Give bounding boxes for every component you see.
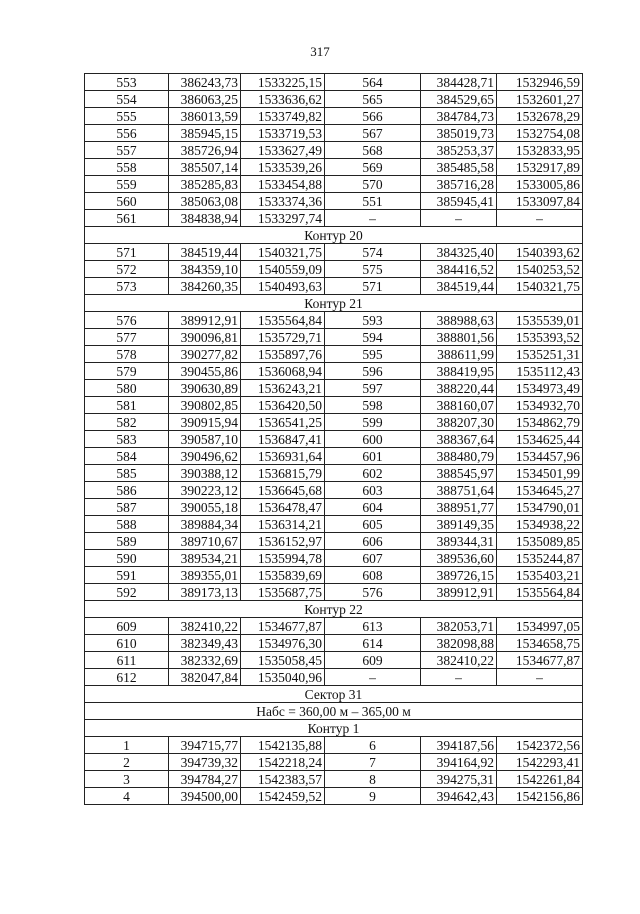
x-coordinate-left: 390096,81 [169,329,241,346]
point-number-left: 588 [85,516,169,533]
table-row [85,431,583,448]
x-coordinate-right: 384325,40 [421,244,497,261]
y-coordinate-left: 1533225,15 [241,74,325,91]
point-number-left: 587 [85,499,169,516]
x-coordinate-right: 384784,73 [421,108,497,125]
x-coordinate-left: 390055,18 [169,499,241,516]
y-coordinate-right: 1535112,43 [497,363,583,380]
section-title: Контур 20 [85,227,583,244]
y-coordinate-left: 1536847,41 [241,431,325,448]
y-coordinate-right: 1535393,52 [497,329,583,346]
section-title-row [85,686,583,703]
x-coordinate-left: 394784,27 [169,771,241,788]
point-number-left: 553 [85,74,169,91]
x-coordinate-right: 384428,71 [421,74,497,91]
point-number-left: 611 [85,652,169,669]
y-coordinate-left: 1536314,21 [241,516,325,533]
x-coordinate-left: 390630,89 [169,380,241,397]
table-row [85,74,583,91]
x-coordinate-left: 386063,25 [169,91,241,108]
x-coordinate-left: 389884,34 [169,516,241,533]
y-coordinate-left: 1533627,49 [241,142,325,159]
x-coordinate-right: 388751,64 [421,482,497,499]
point-number-right: 597 [325,380,421,397]
y-coordinate-left: 1533749,82 [241,108,325,125]
point-number-right: – [325,210,421,227]
y-coordinate-right: 1534645,27 [497,482,583,499]
x-coordinate-right: 388207,30 [421,414,497,431]
section-title: Контур 1 [85,720,583,737]
y-coordinate-right: 1535403,21 [497,567,583,584]
section-title-row [85,720,583,737]
point-number-left: 586 [85,482,169,499]
y-coordinate-left: 1536420,50 [241,397,325,414]
section-title: Контур 22 [85,601,583,618]
x-coordinate-left: 394715,77 [169,737,241,754]
y-coordinate-left: 1542218,24 [241,754,325,771]
point-number-left: 610 [85,635,169,652]
y-coordinate-left: 1540321,75 [241,244,325,261]
y-coordinate-left: 1542135,88 [241,737,325,754]
point-number-right: 614 [325,635,421,652]
point-number-left: 4 [85,788,169,805]
table-row [85,261,583,278]
y-coordinate-left: 1535687,75 [241,584,325,601]
x-coordinate-left: 390277,82 [169,346,241,363]
y-coordinate-left: 1542459,52 [241,788,325,805]
x-coordinate-right: 388801,56 [421,329,497,346]
point-number-right: 605 [325,516,421,533]
point-number-left: 555 [85,108,169,125]
y-coordinate-left: 1535058,45 [241,652,325,669]
table-row [85,754,583,771]
x-coordinate-left: 394500,00 [169,788,241,805]
x-coordinate-right: 382053,71 [421,618,497,635]
point-number-right: 570 [325,176,421,193]
x-coordinate-right: 388160,07 [421,397,497,414]
y-coordinate-right: – [497,210,583,227]
table-row [85,397,583,414]
x-coordinate-left: 389534,21 [169,550,241,567]
y-coordinate-right: – [497,669,583,686]
y-coordinate-right: 1534862,79 [497,414,583,431]
section-title-row [85,601,583,618]
x-coordinate-left: 385285,83 [169,176,241,193]
point-number-left: 609 [85,618,169,635]
y-coordinate-right: 1534932,70 [497,397,583,414]
y-coordinate-left: 1535040,96 [241,669,325,686]
section-title: Набс = 360,00 м – 365,00 м [85,703,583,720]
table-row [85,278,583,295]
y-coordinate-left: 1540559,09 [241,261,325,278]
point-number-left: 554 [85,91,169,108]
table-row [85,652,583,669]
y-coordinate-right: 1535251,31 [497,346,583,363]
point-number-right: 568 [325,142,421,159]
point-number-right: 608 [325,567,421,584]
x-coordinate-left: 384519,44 [169,244,241,261]
x-coordinate-right: 394164,92 [421,754,497,771]
y-coordinate-left: 1536152,97 [241,533,325,550]
point-number-right: 602 [325,465,421,482]
point-number-right: 596 [325,363,421,380]
section-title: Контур 21 [85,295,583,312]
y-coordinate-left: 1536815,79 [241,465,325,482]
y-coordinate-left: 1533539,26 [241,159,325,176]
point-number-right: 594 [325,329,421,346]
x-coordinate-right: 389536,60 [421,550,497,567]
point-number-right: 606 [325,533,421,550]
x-coordinate-right: 385485,58 [421,159,497,176]
y-coordinate-right: 1540393,62 [497,244,583,261]
y-coordinate-right: 1535564,84 [497,584,583,601]
point-number-right: 6 [325,737,421,754]
point-number-right: 593 [325,312,421,329]
point-number-right: 574 [325,244,421,261]
point-number-left: 590 [85,550,169,567]
y-coordinate-right: 1542261,84 [497,771,583,788]
point-number-right: – [325,669,421,686]
x-coordinate-left: 384838,94 [169,210,241,227]
point-number-right: 569 [325,159,421,176]
point-number-right: 564 [325,74,421,91]
point-number-right: 565 [325,91,421,108]
table-row [85,499,583,516]
y-coordinate-left: 1535564,84 [241,312,325,329]
x-coordinate-left: 394739,32 [169,754,241,771]
point-number-left: 1 [85,737,169,754]
point-number-right: 566 [325,108,421,125]
point-number-right: 575 [325,261,421,278]
point-number-left: 572 [85,261,169,278]
point-number-right: 601 [325,448,421,465]
y-coordinate-left: 1534677,87 [241,618,325,635]
y-coordinate-right: 1540321,75 [497,278,583,295]
table-row [85,635,583,652]
y-coordinate-left: 1536931,64 [241,448,325,465]
point-number-left: 585 [85,465,169,482]
x-coordinate-left: 390388,12 [169,465,241,482]
x-coordinate-right: 389149,35 [421,516,497,533]
x-coordinate-right: 394642,43 [421,788,497,805]
point-number-right: 599 [325,414,421,431]
x-coordinate-right: 385716,28 [421,176,497,193]
y-coordinate-right: 1532601,27 [497,91,583,108]
y-coordinate-right: 1534790,01 [497,499,583,516]
y-coordinate-right: 1535089,85 [497,533,583,550]
x-coordinate-right: 382098,88 [421,635,497,652]
y-coordinate-right: 1532946,59 [497,74,583,91]
point-number-left: 578 [85,346,169,363]
table-row [85,193,583,210]
y-coordinate-right: 1533097,84 [497,193,583,210]
x-coordinate-left: 389912,91 [169,312,241,329]
table-row [85,142,583,159]
table-row [85,108,583,125]
x-coordinate-left: 384260,35 [169,278,241,295]
point-number-left: 582 [85,414,169,431]
coordinates-table-body [85,74,583,805]
table-row [85,363,583,380]
y-coordinate-right: 1540253,52 [497,261,583,278]
point-number-right: 567 [325,125,421,142]
x-coordinate-left: 389355,01 [169,567,241,584]
x-coordinate-right: 388480,79 [421,448,497,465]
x-coordinate-left: 382332,69 [169,652,241,669]
point-number-right: 609 [325,652,421,669]
table-row [85,465,583,482]
x-coordinate-right: 384529,65 [421,91,497,108]
y-coordinate-left: 1536478,47 [241,499,325,516]
x-coordinate-right: 384519,44 [421,278,497,295]
point-number-left: 571 [85,244,169,261]
x-coordinate-right: 388988,63 [421,312,497,329]
x-coordinate-right: 382410,22 [421,652,497,669]
table-row [85,618,583,635]
y-coordinate-left: 1536068,94 [241,363,325,380]
table-row [85,567,583,584]
y-coordinate-right: 1535244,87 [497,550,583,567]
point-number-right: 607 [325,550,421,567]
x-coordinate-right: – [421,210,497,227]
x-coordinate-right: 384416,52 [421,261,497,278]
x-coordinate-right: 389912,91 [421,584,497,601]
table-row [85,312,583,329]
point-number-right: 9 [325,788,421,805]
point-number-left: 591 [85,567,169,584]
x-coordinate-left: 389173,13 [169,584,241,601]
table-row [85,329,583,346]
x-coordinate-left: 385507,14 [169,159,241,176]
point-number-right: 576 [325,584,421,601]
point-number-right: 7 [325,754,421,771]
y-coordinate-left: 1534976,30 [241,635,325,652]
y-coordinate-right: 1535539,01 [497,312,583,329]
y-coordinate-left: 1536645,68 [241,482,325,499]
x-coordinate-right: 394275,31 [421,771,497,788]
table-row [85,210,583,227]
table-row [85,448,583,465]
x-coordinate-left: 390223,12 [169,482,241,499]
y-coordinate-left: 1533454,88 [241,176,325,193]
y-coordinate-right: 1534658,75 [497,635,583,652]
page-number: 317 [310,44,330,59]
point-number-left: 577 [85,329,169,346]
table-row [85,159,583,176]
point-number-right: 551 [325,193,421,210]
table-row [85,550,583,567]
point-number-left: 3 [85,771,169,788]
y-coordinate-right: 1532917,89 [497,159,583,176]
x-coordinate-right: 385019,73 [421,125,497,142]
table-row [85,91,583,108]
y-coordinate-right: 1542156,86 [497,788,583,805]
y-coordinate-right: 1533005,86 [497,176,583,193]
x-coordinate-right: 385253,37 [421,142,497,159]
y-coordinate-right: 1534973,49 [497,380,583,397]
x-coordinate-left: 385063,08 [169,193,241,210]
y-coordinate-left: 1535897,76 [241,346,325,363]
point-number-right: 613 [325,618,421,635]
table-row [85,771,583,788]
table-row [85,482,583,499]
table-row [85,516,583,533]
section-title-row [85,295,583,312]
x-coordinate-right: 394187,56 [421,737,497,754]
y-coordinate-left: 1535839,69 [241,567,325,584]
point-number-left: 557 [85,142,169,159]
x-coordinate-right: 388611,99 [421,346,497,363]
y-coordinate-left: 1535729,71 [241,329,325,346]
x-coordinate-right: 389726,15 [421,567,497,584]
x-coordinate-left: 390802,85 [169,397,241,414]
y-coordinate-right: 1532833,95 [497,142,583,159]
point-number-left: 556 [85,125,169,142]
table-row [85,125,583,142]
table-row [85,737,583,754]
y-coordinate-left: 1535994,78 [241,550,325,567]
x-coordinate-right: 388951,77 [421,499,497,516]
point-number-left: 583 [85,431,169,448]
x-coordinate-right: 388220,44 [421,380,497,397]
x-coordinate-right: 388419,95 [421,363,497,380]
y-coordinate-left: 1536243,21 [241,380,325,397]
point-number-left: 560 [85,193,169,210]
point-number-right: 600 [325,431,421,448]
y-coordinate-left: 1542383,57 [241,771,325,788]
section-title: Сектор 31 [85,686,583,703]
point-number-right: 8 [325,771,421,788]
x-coordinate-left: 389710,67 [169,533,241,550]
point-number-left: 573 [85,278,169,295]
point-number-right: 604 [325,499,421,516]
section-title-row [85,703,583,720]
x-coordinate-left: 390915,94 [169,414,241,431]
table-row [85,346,583,363]
section-title-row [85,227,583,244]
point-number-left: 584 [85,448,169,465]
point-number-right: 603 [325,482,421,499]
y-coordinate-left: 1540493,63 [241,278,325,295]
table-row [85,176,583,193]
y-coordinate-right: 1534938,22 [497,516,583,533]
point-number-left: 580 [85,380,169,397]
y-coordinate-left: 1533374,36 [241,193,325,210]
coordinates-table [84,73,583,805]
x-coordinate-right: 388545,97 [421,465,497,482]
point-number-left: 612 [85,669,169,686]
y-coordinate-right: 1532678,29 [497,108,583,125]
table-row [85,584,583,601]
y-coordinate-left: 1533297,74 [241,210,325,227]
point-number-left: 561 [85,210,169,227]
x-coordinate-right: 388367,64 [421,431,497,448]
point-number-left: 581 [85,397,169,414]
y-coordinate-right: 1542293,41 [497,754,583,771]
x-coordinate-left: 390455,86 [169,363,241,380]
point-number-left: 576 [85,312,169,329]
table-row [85,380,583,397]
point-number-right: 598 [325,397,421,414]
x-coordinate-left: 390496,62 [169,448,241,465]
y-coordinate-right: 1534457,96 [497,448,583,465]
x-coordinate-left: 384359,10 [169,261,241,278]
point-number-left: 2 [85,754,169,771]
point-number-left: 592 [85,584,169,601]
x-coordinate-left: 390587,10 [169,431,241,448]
point-number-left: 579 [85,363,169,380]
point-number-left: 559 [85,176,169,193]
table-row [85,244,583,261]
x-coordinate-right: 385945,41 [421,193,497,210]
y-coordinate-right: 1534625,44 [497,431,583,448]
point-number-right: 595 [325,346,421,363]
table-row [85,788,583,805]
x-coordinate-left: 382410,22 [169,618,241,635]
x-coordinate-left: 385945,15 [169,125,241,142]
x-coordinate-right: – [421,669,497,686]
x-coordinate-left: 382349,43 [169,635,241,652]
table-row [85,414,583,431]
y-coordinate-right: 1534997,05 [497,618,583,635]
y-coordinate-right: 1532754,08 [497,125,583,142]
y-coordinate-right: 1542372,56 [497,737,583,754]
x-coordinate-left: 386243,73 [169,74,241,91]
point-number-right: 571 [325,278,421,295]
y-coordinate-right: 1534677,87 [497,652,583,669]
y-coordinate-left: 1533636,62 [241,91,325,108]
x-coordinate-left: 386013,59 [169,108,241,125]
point-number-left: 589 [85,533,169,550]
table-row [85,669,583,686]
y-coordinate-left: 1533719,53 [241,125,325,142]
y-coordinate-right: 1534501,99 [497,465,583,482]
x-coordinate-left: 385726,94 [169,142,241,159]
y-coordinate-left: 1536541,25 [241,414,325,431]
table-row [85,533,583,550]
x-coordinate-right: 389344,31 [421,533,497,550]
x-coordinate-left: 382047,84 [169,669,241,686]
point-number-left: 558 [85,159,169,176]
